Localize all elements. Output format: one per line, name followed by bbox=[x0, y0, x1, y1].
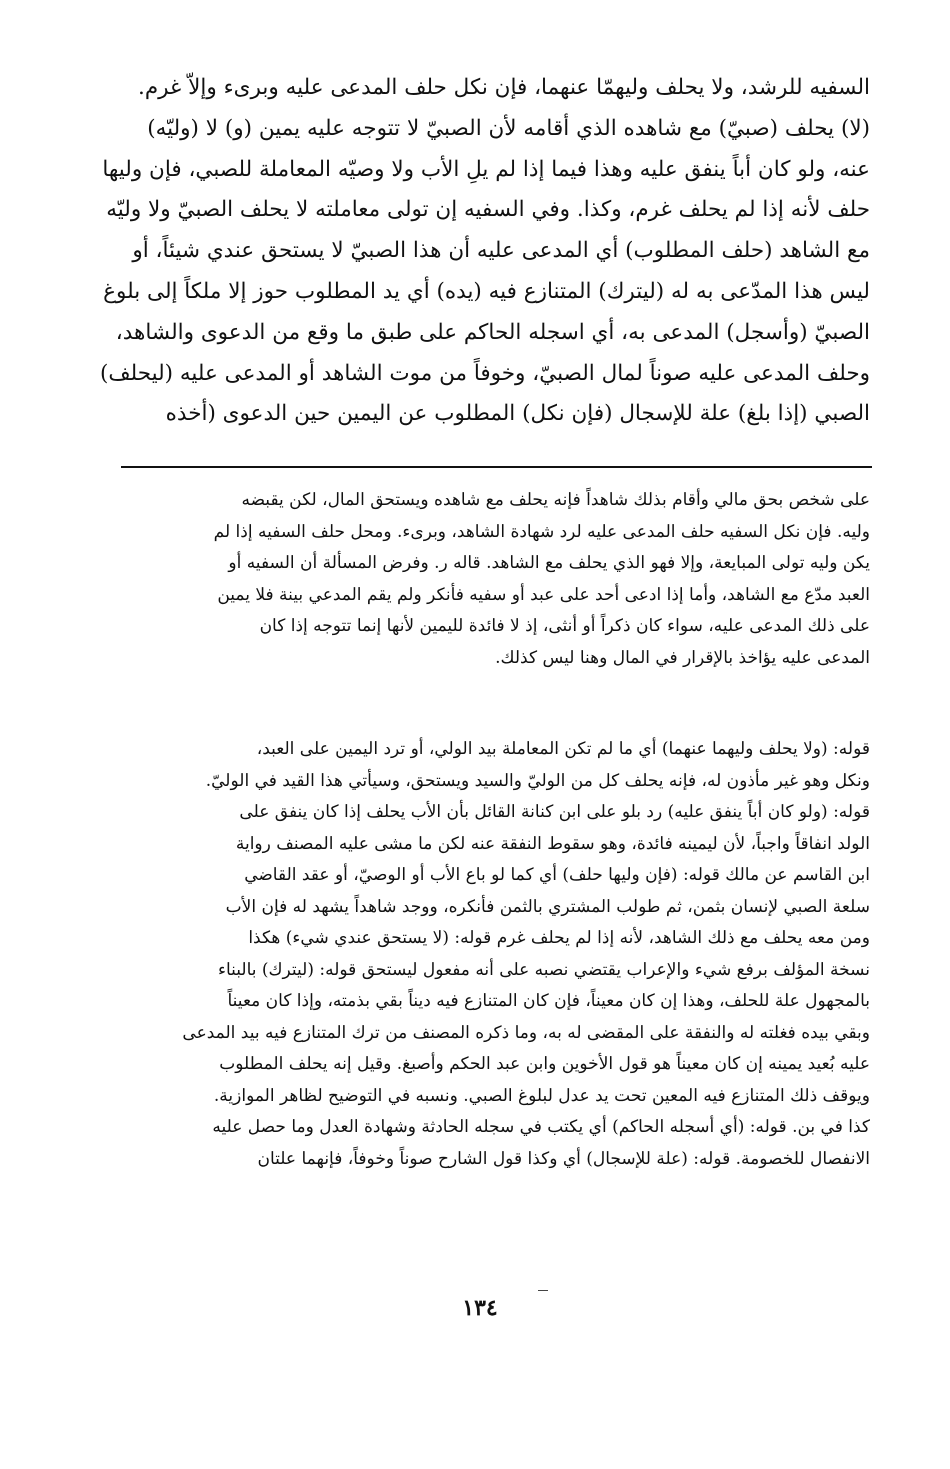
page-number: ١٣٤ bbox=[462, 1295, 498, 1321]
footnote-line: يكن وليه تولى المبايعة، وإلا فهو الذي يحلف مع الشاهد. قاله ر. وفرض المسألة أن السفيه أو bbox=[228, 553, 870, 573]
main-text-line: الصبي (إذا بلغ) علة للإسجال (فإن نكل) المطلوب عن اليمين حين الدعوى (أخذه bbox=[165, 401, 870, 427]
footnote-line: قوله: (ولا يحلف وليهما عنهما) أي ما لم تكن المعاملة بيد الولي، أو ترد اليمين على العبد، bbox=[256, 739, 870, 759]
main-text-line: عنه، ولو كان أباً ينفق عليه وهذا فيما إذا لم يلِ الأب ولا وصيّه المعاملة للصبي، فإن وليها bbox=[102, 156, 870, 182]
main-text-line: ليس هذا المدّعى به له (ليترك) المتنازع فيه (يده) أي يد المطلوب حوز إلا ملكاً إلى بلوغ bbox=[103, 278, 870, 304]
main-text-line: مع الشاهد (حلف المطلوب) أي المدعى عليه أن هذا الصبيّ لا يستحق عندي شيئاً، أو bbox=[132, 238, 870, 264]
footnote-line: وبقي بيده فغلته له والنفقة على المقضى له به، وما ذكره المصنف من ترك المتنازع فيه بيد المدعى bbox=[182, 1022, 870, 1043]
footnote-divider bbox=[121, 466, 872, 468]
main-text bbox=[78, 68, 870, 435]
main-text-line: الصبيّ (وأسجل) المدعى به، أي اسجله الحاكم على طبق ما وقع من الدعوى والشاهد، bbox=[115, 319, 870, 345]
footnote-block-2 bbox=[78, 734, 870, 1175]
footnote-line: بالمجهول علة للحلف، وهذا إن كان معيناً، فإن كان المتنازع فيه ديناً بقي بذمته، وإذا كان معيناً bbox=[227, 991, 870, 1011]
footnote-line: كذا في بن. قوله: (أي أسجله الحاكم) أي يكتب في سجله الحادثة وشهادة العدل وما حصل عليه bbox=[212, 1117, 870, 1137]
footnote-line: قوله: (ولو كان أباً ينفق عليه) رد بلو على ابن كنانة القائل بأن الأب يحلف إذا كان ينفق على bbox=[239, 802, 870, 822]
footnote-line: الانفصال للخصومة. قوله: (علة للإسجال) أي وكذا قول الشارح صوناً وخوفاً، فإنهما علتان bbox=[257, 1148, 870, 1169]
footnote-line: عليه بُعيد يمينه إن كان معيناً هو قول الأخوين وابن عبد الحكم وأصبغ. وقيل إنه يحلف المطلوب bbox=[219, 1054, 870, 1074]
footnote-line: سلعة الصبي لإنسان بثمن، ثم طولب المشتري بالثمن فأنكره، ووجد شاهداً يشهد له فإن الأب bbox=[225, 896, 870, 917]
page-mark bbox=[538, 1290, 548, 1291]
footnote-line: الولد انفاقاً واجباً، لأن ليمينه فائدة، وهو سقوط النفقة عنه لكن ما مشى عليه المصنف رواية bbox=[235, 833, 870, 854]
footnote-line: العبد مدّع مع الشاهد، وأما إذا ادعى أحد على عبد أو سفيه فأنكر ولم يقم المدعي بينة فلا يمين bbox=[217, 584, 870, 605]
footnote-line: ويوقف ذلك المتنازع فيه المعين تحت يد عدل لبلوغ الصبي. ونسبه في التوضيح لظاهر الموازية. bbox=[213, 1085, 870, 1106]
main-text-line: وحلف المدعى عليه صوناً لمال الصبيّ، وخوفاً من موت الشاهد أو المدعى عليه (ليحلف) bbox=[99, 360, 870, 386]
footnote-line: وليه. فإن نكل السفيه حلف المدعى عليه لرد شهادة الشاهد، وبرىء. ومحل حلف السفيه إذا لم bbox=[213, 521, 870, 542]
footnote-line: على ذلك المدعى عليه، سواء كان ذكراً أو أنثى، إذ لا فائدة لليمين لأنها إنما تتوجه إذا كان bbox=[259, 616, 870, 636]
footnote-line: المدعى عليه يؤاخذ بالإقرار في المال وهنا ليس كذلك. bbox=[495, 647, 870, 668]
main-text-line: السفيه للرشد، ولا يحلف وليهمّا عنهما، فإن نكل حلف المدعى عليه وبرىء وإلاّ غرم. bbox=[138, 75, 870, 100]
footnote-line: ومن معه يحلف مع ذلك الشاهد، لأنه إذا لم يحلف غرم قوله: (لا يستحق عندي شيء) هكذا bbox=[248, 928, 870, 948]
main-text-line: (لا) يحلف (صبيّ) مع شاهده الذي أقامه لأن الصبيّ لا تتوجه عليه يمين (و) لا (وليّه) bbox=[147, 115, 870, 141]
footnote-line: ونكل وهو غير مأذون له، فإنه يحلف كل من الوليّ والسيد ويستحق، وسيأتي هذا القيد في الوليّ. bbox=[205, 770, 870, 791]
footnote-line: على شخص بحق مالي وأقام بذلك شاهداً فإنه يحلف مع شاهده ويستحق المال، لكن يقبضه bbox=[241, 490, 870, 510]
footnote-block-1 bbox=[78, 485, 870, 674]
footnote-line: ابن القاسم عن مالك قوله: (فإن وليها حلف) أي كما لو باع الأب أو الوصيّ، أو عقد القاضي bbox=[244, 865, 870, 885]
main-text-line: حلف لأنه إذا لم يحلف غرم، وكذا. وفي السفيه إن تولى معاملته لا يحلف الصبيّ ولا وليّه bbox=[106, 197, 870, 223]
footnote-line: نسخة المؤلف برفع شيء والإعراب يقتضي نصبه على أنه مفعول ليستحق قوله: (ليترك) بالبناء bbox=[217, 959, 870, 980]
